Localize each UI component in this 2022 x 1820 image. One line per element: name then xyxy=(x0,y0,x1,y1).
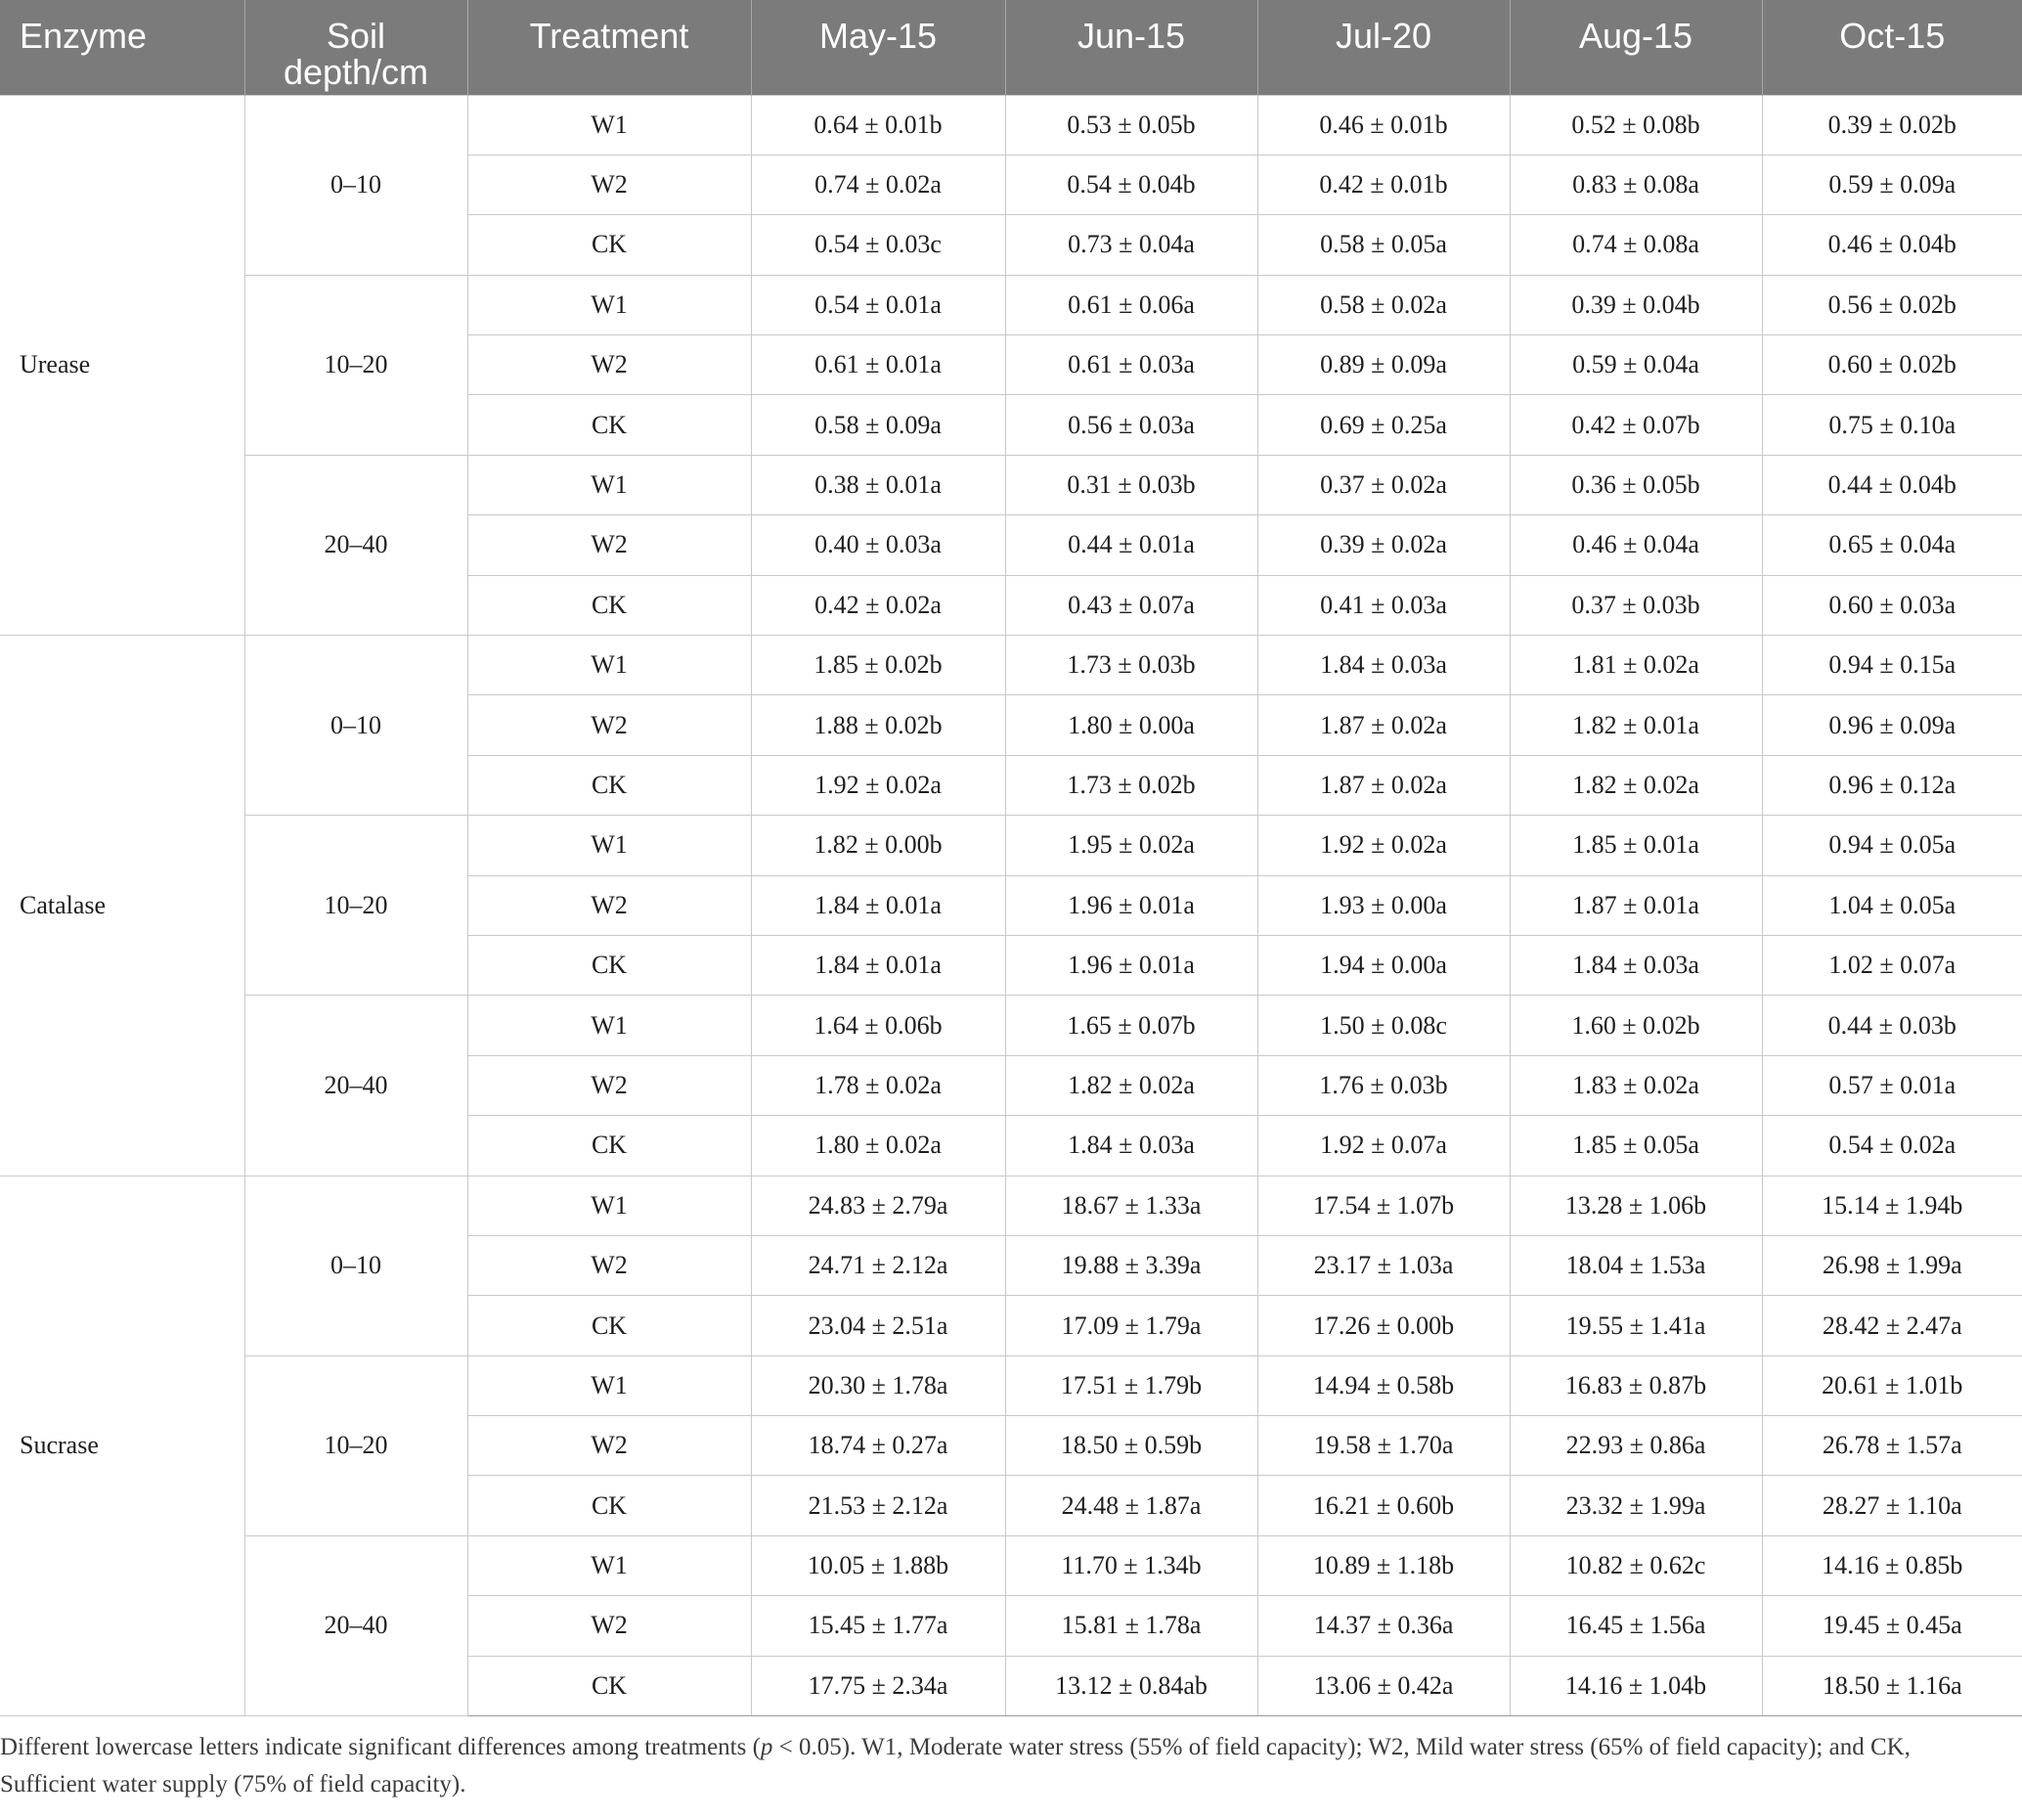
value-cell: 14.16 ± 0.85b xyxy=(1762,1535,2022,1595)
treatment-cell: W2 xyxy=(467,155,751,214)
value-cell: 11.70 ± 1.34b xyxy=(1005,1535,1257,1595)
value-cell: 1.88 ± 0.02b xyxy=(751,695,1005,755)
value-cell: 26.78 ± 1.57a xyxy=(1762,1416,2022,1476)
value-cell: 0.74 ± 0.08a xyxy=(1510,215,1762,275)
value-cell: 1.93 ± 0.00a xyxy=(1257,875,1510,935)
value-cell: 0.61 ± 0.03a xyxy=(1005,335,1257,395)
value-cell: 23.32 ± 1.99a xyxy=(1510,1476,1762,1535)
value-cell: 0.44 ± 0.04b xyxy=(1762,455,2022,514)
table-row xyxy=(0,636,2022,695)
value-cell: 1.84 ± 0.03a xyxy=(1257,636,1510,695)
value-cell: 1.92 ± 0.07a xyxy=(1257,1116,1510,1176)
value-cell: 1.80 ± 0.00a xyxy=(1005,695,1257,755)
value-cell: 1.02 ± 0.07a xyxy=(1762,935,2022,995)
value-cell: 1.85 ± 0.01a xyxy=(1510,816,1762,875)
treatment-cell: CK xyxy=(467,1476,751,1535)
value-cell: 1.84 ± 0.01a xyxy=(751,875,1005,935)
value-cell: 0.46 ± 0.04b xyxy=(1762,215,2022,275)
value-cell: 0.54 ± 0.04b xyxy=(1005,155,1257,214)
value-cell: 0.52 ± 0.08b xyxy=(1510,95,1762,155)
value-cell: 1.84 ± 0.03a xyxy=(1510,935,1762,995)
value-cell: 14.37 ± 0.36a xyxy=(1257,1596,1510,1656)
value-cell: 10.82 ± 0.62c xyxy=(1510,1535,1762,1595)
value-cell: 1.92 ± 0.02a xyxy=(751,755,1005,815)
treatment-cell: W1 xyxy=(467,996,751,1055)
treatment-cell: CK xyxy=(467,215,751,275)
table-row xyxy=(0,455,2022,514)
value-cell: 1.64 ± 0.06b xyxy=(751,996,1005,1055)
treatment-cell: CK xyxy=(467,1656,751,1715)
value-cell: 28.27 ± 1.10a xyxy=(1762,1476,2022,1535)
value-cell: 24.83 ± 2.79a xyxy=(751,1176,1005,1235)
value-cell: 0.89 ± 0.09a xyxy=(1257,335,1510,395)
value-cell: 24.48 ± 1.87a xyxy=(1005,1476,1257,1535)
value-cell: 13.06 ± 0.42a xyxy=(1257,1656,1510,1715)
value-cell: 15.45 ± 1.77a xyxy=(751,1596,1005,1656)
header-treatment: Treatment xyxy=(467,0,751,95)
table-footnote xyxy=(0,1729,1995,1803)
soil-depth-cell: 0–10 xyxy=(244,95,467,275)
value-cell: 1.82 ± 0.02a xyxy=(1510,755,1762,815)
value-cell: 0.60 ± 0.03a xyxy=(1762,575,2022,635)
value-cell: 0.59 ± 0.04a xyxy=(1510,335,1762,395)
value-cell: 26.98 ± 1.99a xyxy=(1762,1235,2022,1295)
header-date: May-15 xyxy=(751,0,1005,95)
value-cell: 1.82 ± 0.01a xyxy=(1510,695,1762,755)
value-cell: 0.38 ± 0.01a xyxy=(751,455,1005,514)
value-cell: 0.53 ± 0.05b xyxy=(1005,95,1257,155)
value-cell: 1.73 ± 0.02b xyxy=(1005,755,1257,815)
value-cell: 17.75 ± 2.34a xyxy=(751,1656,1005,1715)
value-cell: 1.84 ± 0.03a xyxy=(1005,1116,1257,1176)
value-cell: 1.76 ± 0.03b xyxy=(1257,1055,1510,1115)
soil-depth-cell: 10–20 xyxy=(244,1355,467,1535)
treatment-cell: W2 xyxy=(467,1055,751,1115)
table-body xyxy=(0,95,2022,1716)
value-cell: 1.83 ± 0.02a xyxy=(1510,1055,1762,1115)
header-date: Jun-15 xyxy=(1005,0,1257,95)
footnote-p-symbol: p xyxy=(760,1734,773,1760)
treatment-cell: CK xyxy=(467,575,751,635)
value-cell: 14.16 ± 1.04b xyxy=(1510,1656,1762,1715)
treatment-cell: CK xyxy=(467,755,751,815)
treatment-cell: CK xyxy=(467,1296,751,1355)
value-cell: 21.53 ± 2.12a xyxy=(751,1476,1005,1535)
value-cell: 0.94 ± 0.05a xyxy=(1762,816,2022,875)
value-cell: 0.46 ± 0.01b xyxy=(1257,95,1510,155)
value-cell: 1.04 ± 0.05a xyxy=(1762,875,2022,935)
value-cell: 0.60 ± 0.02b xyxy=(1762,335,2022,395)
treatment-cell: CK xyxy=(467,935,751,995)
value-cell: 1.95 ± 0.02a xyxy=(1005,816,1257,875)
value-cell: 1.92 ± 0.02a xyxy=(1257,816,1510,875)
value-cell: 19.58 ± 1.70a xyxy=(1257,1416,1510,1476)
value-cell: 0.64 ± 0.01b xyxy=(751,95,1005,155)
value-cell: 0.39 ± 0.02a xyxy=(1257,515,1510,575)
treatment-cell: W2 xyxy=(467,1235,751,1295)
value-cell: 1.60 ± 0.02b xyxy=(1510,996,1762,1055)
value-cell: 0.44 ± 0.01a xyxy=(1005,515,1257,575)
value-cell: 1.82 ± 0.02a xyxy=(1005,1055,1257,1115)
value-cell: 20.61 ± 1.01b xyxy=(1762,1355,2022,1415)
treatment-cell: W1 xyxy=(467,816,751,875)
value-cell: 19.55 ± 1.41a xyxy=(1510,1296,1762,1355)
table-row xyxy=(0,996,2022,1055)
value-cell: 18.50 ± 0.59b xyxy=(1005,1416,1257,1476)
header-date: Oct-15 xyxy=(1762,0,2022,95)
value-cell: 1.82 ± 0.00b xyxy=(751,816,1005,875)
enzyme-cell: Urease xyxy=(0,95,244,636)
header-soil-depth-line1: Soil xyxy=(326,16,386,56)
header-soil-depth xyxy=(244,0,467,95)
value-cell: 0.74 ± 0.02a xyxy=(751,155,1005,214)
value-cell: 17.51 ± 1.79b xyxy=(1005,1355,1257,1415)
value-cell: 0.75 ± 0.10a xyxy=(1762,395,2022,455)
header-soil-depth-line2: depth/cm xyxy=(283,52,429,92)
soil-depth-cell: 20–40 xyxy=(244,1535,467,1715)
value-cell: 22.93 ± 0.86a xyxy=(1510,1416,1762,1476)
value-cell: 1.87 ± 0.02a xyxy=(1257,695,1510,755)
value-cell: 0.83 ± 0.08a xyxy=(1510,155,1762,214)
value-cell: 1.81 ± 0.02a xyxy=(1510,636,1762,695)
table-row xyxy=(0,275,2022,334)
value-cell: 0.42 ± 0.01b xyxy=(1257,155,1510,214)
treatment-cell: W2 xyxy=(467,695,751,755)
value-cell: 15.14 ± 1.94b xyxy=(1762,1176,2022,1235)
value-cell: 19.45 ± 0.45a xyxy=(1762,1596,2022,1656)
treatment-cell: W1 xyxy=(467,275,751,334)
value-cell: 0.69 ± 0.25a xyxy=(1257,395,1510,455)
value-cell: 1.80 ± 0.02a xyxy=(751,1116,1005,1176)
treatment-cell: CK xyxy=(467,395,751,455)
value-cell: 0.31 ± 0.03b xyxy=(1005,455,1257,514)
value-cell: 0.65 ± 0.04a xyxy=(1762,515,2022,575)
treatment-cell: W2 xyxy=(467,335,751,395)
header-row xyxy=(0,0,2022,95)
soil-depth-cell: 10–20 xyxy=(244,275,467,455)
header-enzyme: Enzyme xyxy=(0,0,244,95)
value-cell: 0.42 ± 0.07b xyxy=(1510,395,1762,455)
value-cell: 0.39 ± 0.02b xyxy=(1762,95,2022,155)
treatment-cell: W2 xyxy=(467,1596,751,1656)
value-cell: 0.61 ± 0.06a xyxy=(1005,275,1257,334)
value-cell: 0.43 ± 0.07a xyxy=(1005,575,1257,635)
value-cell: 0.54 ± 0.03c xyxy=(751,215,1005,275)
soil-depth-cell: 20–40 xyxy=(244,996,467,1176)
value-cell: 0.40 ± 0.03a xyxy=(751,515,1005,575)
value-cell: 1.73 ± 0.03b xyxy=(1005,636,1257,695)
value-cell: 0.42 ± 0.02a xyxy=(751,575,1005,635)
treatment-cell: W1 xyxy=(467,636,751,695)
treatment-cell: W1 xyxy=(467,1176,751,1235)
value-cell: 0.96 ± 0.12a xyxy=(1762,755,2022,815)
treatment-cell: W2 xyxy=(467,515,751,575)
value-cell: 23.17 ± 1.03a xyxy=(1257,1235,1510,1295)
header-date: Aug-15 xyxy=(1510,0,1762,95)
soil-depth-cell: 20–40 xyxy=(244,455,467,635)
treatment-cell: W1 xyxy=(467,1535,751,1595)
enzyme-cell: Catalase xyxy=(0,636,244,1176)
value-cell: 0.46 ± 0.04a xyxy=(1510,515,1762,575)
treatment-cell: CK xyxy=(467,1116,751,1176)
value-cell: 1.87 ± 0.02a xyxy=(1257,755,1510,815)
value-cell: 14.94 ± 0.58b xyxy=(1257,1355,1510,1415)
value-cell: 19.88 ± 3.39a xyxy=(1005,1235,1257,1295)
value-cell: 0.56 ± 0.02b xyxy=(1762,275,2022,334)
value-cell: 0.58 ± 0.02a xyxy=(1257,275,1510,334)
value-cell: 0.58 ± 0.05a xyxy=(1257,215,1510,275)
value-cell: 18.74 ± 0.27a xyxy=(751,1416,1005,1476)
footnote-text-part2: < 0.05). W1, Moderate water stress (55% of field capacity); W2, Mild water stress (65% of field capacity); and CK, Sufficient water supply (75% of field capacity). xyxy=(0,1734,1911,1798)
footnote-text-part1: Different lowercase letters indicate significant differences among treatments ( xyxy=(0,1734,761,1760)
value-cell: 10.05 ± 1.88b xyxy=(751,1535,1005,1595)
value-cell: 1.96 ± 0.01a xyxy=(1005,875,1257,935)
value-cell: 18.04 ± 1.53a xyxy=(1510,1235,1762,1295)
value-cell: 0.44 ± 0.03b xyxy=(1762,996,2022,1055)
value-cell: 24.71 ± 2.12a xyxy=(751,1235,1005,1295)
value-cell: 0.36 ± 0.05b xyxy=(1510,455,1762,514)
value-cell: 0.59 ± 0.09a xyxy=(1762,155,2022,214)
treatment-cell: W2 xyxy=(467,1416,751,1476)
table-row xyxy=(0,95,2022,155)
value-cell: 16.21 ± 0.60b xyxy=(1257,1476,1510,1535)
value-cell: 18.67 ± 1.33a xyxy=(1005,1176,1257,1235)
treatment-cell: W1 xyxy=(467,455,751,514)
value-cell: 1.85 ± 0.05a xyxy=(1510,1116,1762,1176)
value-cell: 0.58 ± 0.09a xyxy=(751,395,1005,455)
table-row xyxy=(0,1355,2022,1415)
value-cell: 0.54 ± 0.02a xyxy=(1762,1116,2022,1176)
value-cell: 1.96 ± 0.01a xyxy=(1005,935,1257,995)
value-cell: 0.39 ± 0.04b xyxy=(1510,275,1762,334)
value-cell: 0.94 ± 0.15a xyxy=(1762,636,2022,695)
value-cell: 0.41 ± 0.03a xyxy=(1257,575,1510,635)
soil-depth-cell: 0–10 xyxy=(244,1176,467,1355)
value-cell: 0.73 ± 0.04a xyxy=(1005,215,1257,275)
table-row xyxy=(0,1535,2022,1595)
value-cell: 17.26 ± 0.00b xyxy=(1257,1296,1510,1355)
value-cell: 0.37 ± 0.02a xyxy=(1257,455,1510,514)
value-cell: 1.50 ± 0.08c xyxy=(1257,996,1510,1055)
value-cell: 1.94 ± 0.00a xyxy=(1257,935,1510,995)
value-cell: 17.54 ± 1.07b xyxy=(1257,1176,1510,1235)
value-cell: 16.45 ± 1.56a xyxy=(1510,1596,1762,1656)
treatment-cell: W2 xyxy=(467,875,751,935)
value-cell: 0.96 ± 0.09a xyxy=(1762,695,2022,755)
table-header xyxy=(0,0,2022,95)
value-cell: 1.84 ± 0.01a xyxy=(751,935,1005,995)
treatment-cell: W1 xyxy=(467,95,751,155)
value-cell: 28.42 ± 2.47a xyxy=(1762,1296,2022,1355)
value-cell: 13.12 ± 0.84ab xyxy=(1005,1656,1257,1715)
value-cell: 16.83 ± 0.87b xyxy=(1510,1355,1762,1415)
value-cell: 0.54 ± 0.01a xyxy=(751,275,1005,334)
value-cell: 20.30 ± 1.78a xyxy=(751,1355,1005,1415)
value-cell: 1.65 ± 0.07b xyxy=(1005,996,1257,1055)
value-cell: 10.89 ± 1.18b xyxy=(1257,1535,1510,1595)
value-cell: 13.28 ± 1.06b xyxy=(1510,1176,1762,1235)
value-cell: 0.61 ± 0.01a xyxy=(751,335,1005,395)
value-cell: 1.85 ± 0.02b xyxy=(751,636,1005,695)
table-row xyxy=(0,816,2022,875)
header-date: Jul-20 xyxy=(1257,0,1510,95)
value-cell: 17.09 ± 1.79a xyxy=(1005,1296,1257,1355)
treatment-cell: W1 xyxy=(467,1355,751,1415)
soil-depth-cell: 10–20 xyxy=(244,816,467,996)
value-cell: 0.37 ± 0.03b xyxy=(1510,575,1762,635)
value-cell: 1.87 ± 0.01a xyxy=(1510,875,1762,935)
value-cell: 0.56 ± 0.03a xyxy=(1005,395,1257,455)
table-row xyxy=(0,1176,2022,1235)
value-cell: 18.50 ± 1.16a xyxy=(1762,1656,2022,1715)
soil-depth-cell: 0–10 xyxy=(244,636,467,816)
value-cell: 0.57 ± 0.01a xyxy=(1762,1055,2022,1115)
enzyme-cell: Sucrase xyxy=(0,1176,244,1716)
value-cell: 15.81 ± 1.78a xyxy=(1005,1596,1257,1656)
value-cell: 23.04 ± 2.51a xyxy=(751,1296,1005,1355)
value-cell: 1.78 ± 0.02a xyxy=(751,1055,1005,1115)
